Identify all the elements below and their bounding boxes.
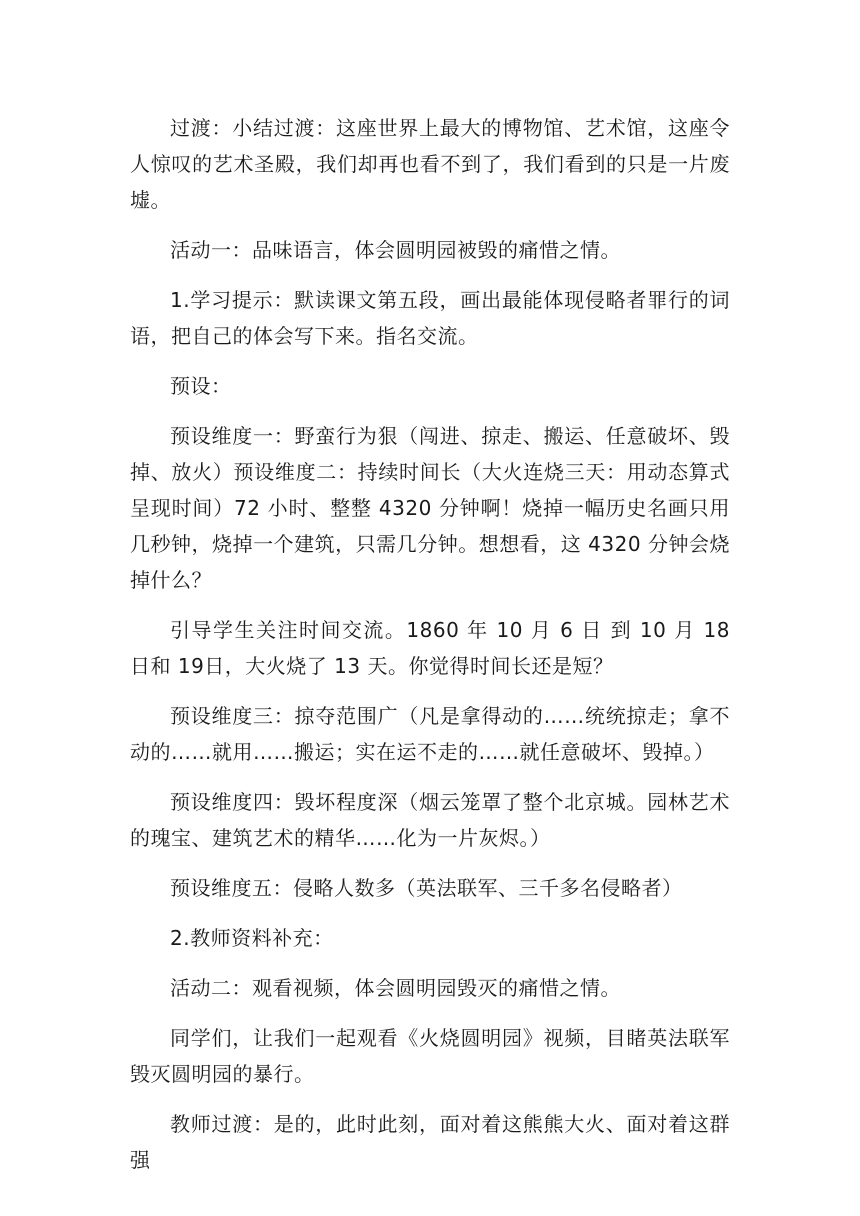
- paragraph-transition-summary: 过渡：小结过渡：这座世界上最大的博物馆、艺术馆，这座令人惊叹的艺术圣殿，我们却再也看不到了，我们看到的只是一片废墟。: [130, 116, 730, 212]
- paragraph-preset-dimension-four: 预设维度四：毁坏程度深（烟云笼罩了整个北京城。园林艺术的瑰宝、建筑艺术的精华……化为一片灰烬。）: [130, 790, 730, 850]
- paragraph-teacher-supplement: 2.教师资料补充：: [170, 926, 334, 950]
- paragraph-watch-video: 同学们，让我们一起观看《火烧圆明园》视频，目睹英法联军毁灭圆明园的暴行。: [130, 1026, 730, 1086]
- paragraph-preset-dimension-five: 预设维度五：侵略人数多（英法联军、三千多名侵略者）: [170, 876, 683, 900]
- paragraph-activity-two: 活动二：观看视频，体会圆明园毁灭的痛惜之情。: [170, 976, 621, 1000]
- document-body: [130, 110, 730, 1192]
- paragraph-activity-one: 活动一：品味语言，体会圆明园被毁的痛惜之情。: [170, 238, 621, 262]
- paragraph-learning-tip: 1.学习提示：默读课文第五段，画出最能体现侵略者罪行的词语，把自己的体会写下来。指名交流。: [130, 288, 730, 348]
- paragraph-preset-dimension-three: 预设维度三：掠夺范围广（凡是拿得动的……统统掠走；拿不动的……就用……搬运；实在运不走的……就任意破坏、毁掉。）: [130, 704, 730, 764]
- paragraph-teacher-transition: 教师过渡：是的，此时此刻，面对着这熊熊大火、面对着这群强: [130, 1112, 730, 1172]
- paragraph-preset-dimension-one-two: 预设维度一：野蛮行为狠（闯进、掠走、搬运、任意破坏、毁掉、放火）预设维度二：持续时间长（大火连烧三天：用动态算式呈现时间）72 小时、整整 4320 分钟啊！烧掉一幅历史名画只用几秒钟，烧掉一个建筑，只需几分钟。想想看，这 4320 分钟会烧掉什么？: [130, 424, 730, 592]
- paragraph-time-discussion: 引导学生关注时间交流。1860 年 10 月 6 日 到 10 月 18 日和 19日，大火烧了 13 天。你觉得时间长还是短？: [130, 618, 730, 678]
- paragraph-preset-label: 预设：: [170, 374, 232, 398]
